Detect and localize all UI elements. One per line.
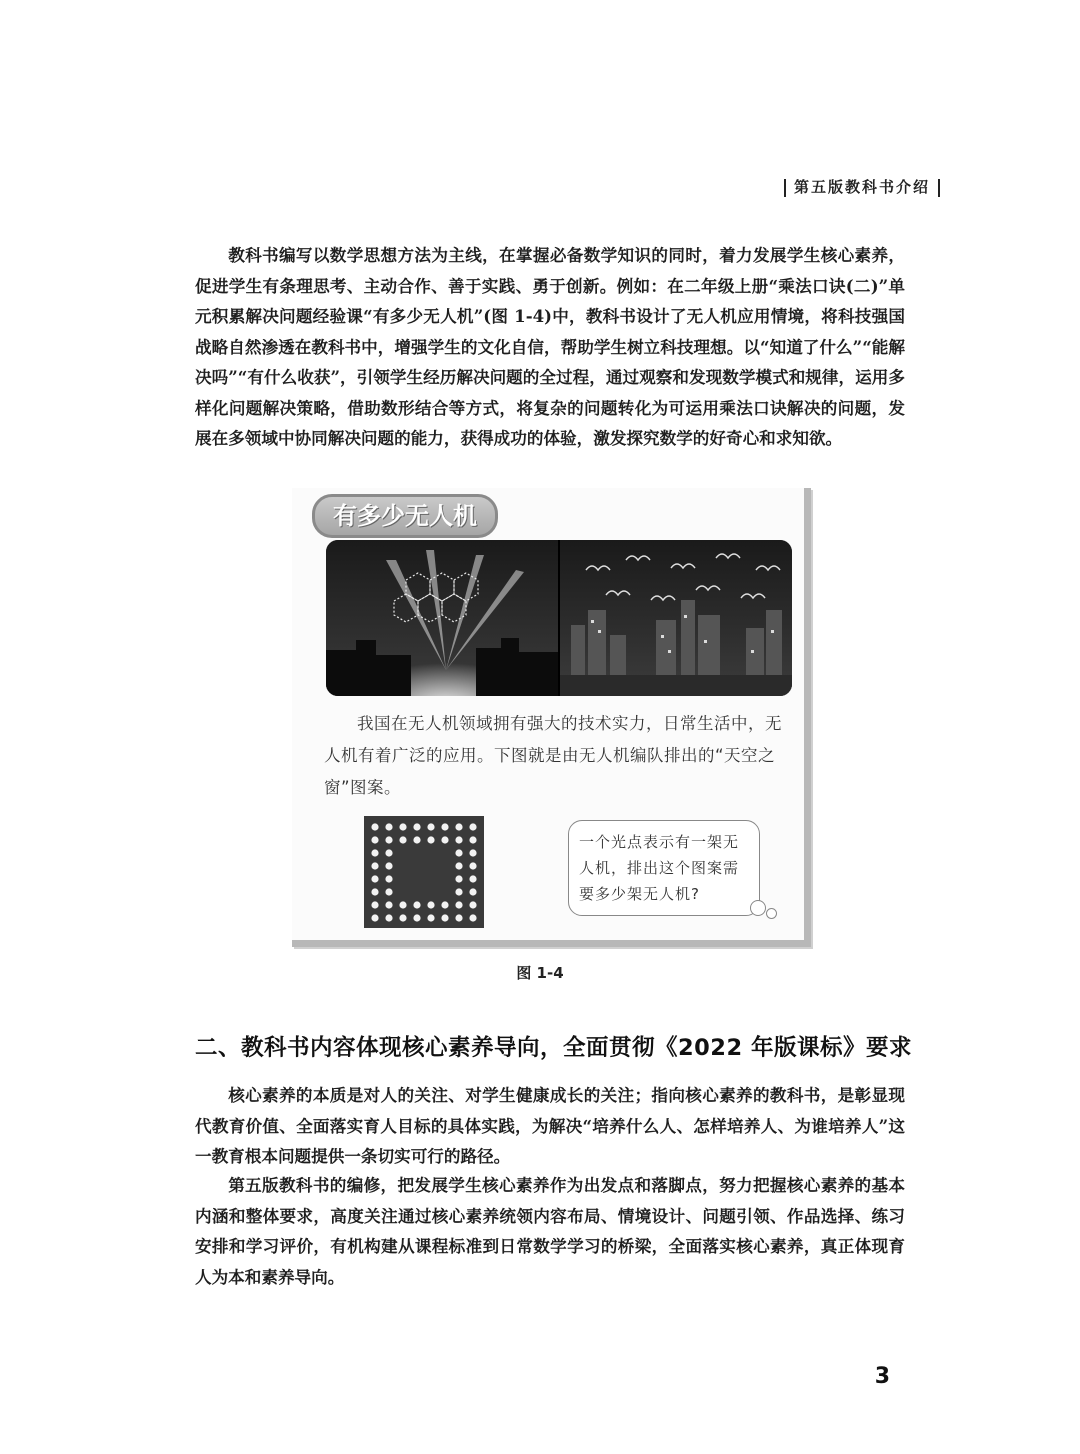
drone-dot xyxy=(455,901,462,908)
drone-dot xyxy=(469,875,476,882)
drone-dot xyxy=(371,823,378,830)
drone-dot xyxy=(385,862,392,869)
figure-caption: 图 1-4 xyxy=(516,964,564,982)
paragraph-fifth-edition: 第五版教科书的编修，把发展学生核心素养作为出发点和落脚点，努力把握核心素养的基本内涵和整体要求，高度关注通过核心素养统领内容布局、情境设计、问题引领、作品选择、练习安排和学习评价，有机构建从课程标准到日常数学学习的桥梁，全面落实核心素养，真正体现育人为本和素养导向。 xyxy=(195,1175,905,1287)
drone-dot xyxy=(469,849,476,856)
drone-dot xyxy=(385,836,392,843)
drone-dot xyxy=(427,823,434,830)
drone-dot xyxy=(371,862,378,869)
paragraph-intro: 教科书编写以数学思想方法为主线，在掌握必备数学知识的同时，着力发展学生核心素养，促进学生有条理思考、主动合作、善于实践、勇于创新。例如：在二年级上册“乘法口诀(二)”单元积累解决问题经验课“有多少无人机”(图 1-4)中，教科书设计了无人机应用情境，将科技强国战略自然渗透在教科书中，增强学生的文化自信，帮助学生树立科技理想。以“知道了什么”“能解决吗”“有什么收获”，引领学生经历解决问题的全过程，通过观察和发现数学模式和规律，运用多样化问题解决策略，借助数形结合等方式，将复杂的问题转化为可运用乘法口诀解决的问题，发展在多领域中协同解决问题的能力，获得成功的体验，激发探究数学的好奇心和求知欲。 xyxy=(195,245,905,448)
drone-dot xyxy=(441,901,448,908)
drone-dot xyxy=(371,849,378,856)
drone-dot xyxy=(413,914,420,921)
drone-dot xyxy=(455,836,462,843)
drone-dot xyxy=(455,914,462,921)
thought-bubble: 一个光点表示有一架无人机，排出这个图案需要多少架无人机? xyxy=(568,820,760,916)
drone-dot xyxy=(469,862,476,869)
drone-dot xyxy=(371,888,378,895)
drone-dot xyxy=(427,836,434,843)
drone-dot xyxy=(413,836,420,843)
drone-dot xyxy=(371,836,378,843)
drone-dot xyxy=(427,914,434,921)
drone-dot xyxy=(385,901,392,908)
drone-dot xyxy=(455,875,462,882)
night-city-illustration xyxy=(326,540,792,696)
header-bar-right xyxy=(938,179,940,197)
figure-card xyxy=(292,488,811,947)
bubble-tail-large xyxy=(750,900,766,916)
drone-dot xyxy=(371,901,378,908)
drone-dot xyxy=(469,823,476,830)
drone-dot-grid xyxy=(364,816,484,928)
running-header xyxy=(776,176,948,197)
drone-show-photo xyxy=(326,540,792,696)
drone-dot xyxy=(441,823,448,830)
drone-dot xyxy=(469,901,476,908)
drone-dot xyxy=(399,823,406,830)
drone-dot xyxy=(385,849,392,856)
drone-dot xyxy=(469,888,476,895)
drone-dot xyxy=(455,888,462,895)
drone-dot xyxy=(455,862,462,869)
drone-dot xyxy=(385,875,392,882)
sky-window-pattern xyxy=(364,816,484,928)
drone-dot xyxy=(441,836,448,843)
drone-dot xyxy=(385,823,392,830)
drone-dot xyxy=(441,914,448,921)
figure-title: 有多少无人机 xyxy=(312,494,498,538)
drone-dot xyxy=(413,901,420,908)
drone-dot xyxy=(385,914,392,921)
section-heading: 二、教科书内容体现核心素养导向，全面贯彻《2022 年版课标》要求 xyxy=(195,1035,912,1061)
drone-dot xyxy=(399,914,406,921)
figure-description: 我国在无人机领域拥有强大的技术实力，日常生活中，无人机有着广泛的应用。下图就是由无人机编队排出的“天空之窗”图案。 xyxy=(324,714,782,797)
drone-dot xyxy=(455,849,462,856)
page-number: 3 xyxy=(874,1364,890,1389)
drone-dot xyxy=(399,901,406,908)
drone-dot xyxy=(469,836,476,843)
drone-dot xyxy=(413,823,420,830)
header-title: 第五版教科书介绍 xyxy=(793,178,930,196)
drone-dot xyxy=(427,901,434,908)
paragraph-core-literacy: 核心素养的本质是对人的关注、对学生健康成长的关注；指向核心素养的教科书，是彰显现代教育价值、全面落实育人目标的具体实践，为解决“培养什么人、怎样培养人、为谁培养人”这一教育根本问题提供一条切实可行的路径。 xyxy=(195,1085,905,1166)
drone-dot xyxy=(399,836,406,843)
river-bank xyxy=(560,675,792,696)
drone-dot xyxy=(371,875,378,882)
drone-dot xyxy=(385,888,392,895)
drone-dot xyxy=(455,823,462,830)
bubble-tail-small xyxy=(766,908,777,919)
drone-dot xyxy=(371,914,378,921)
drone-dot xyxy=(469,914,476,921)
header-bar-left xyxy=(784,179,786,197)
